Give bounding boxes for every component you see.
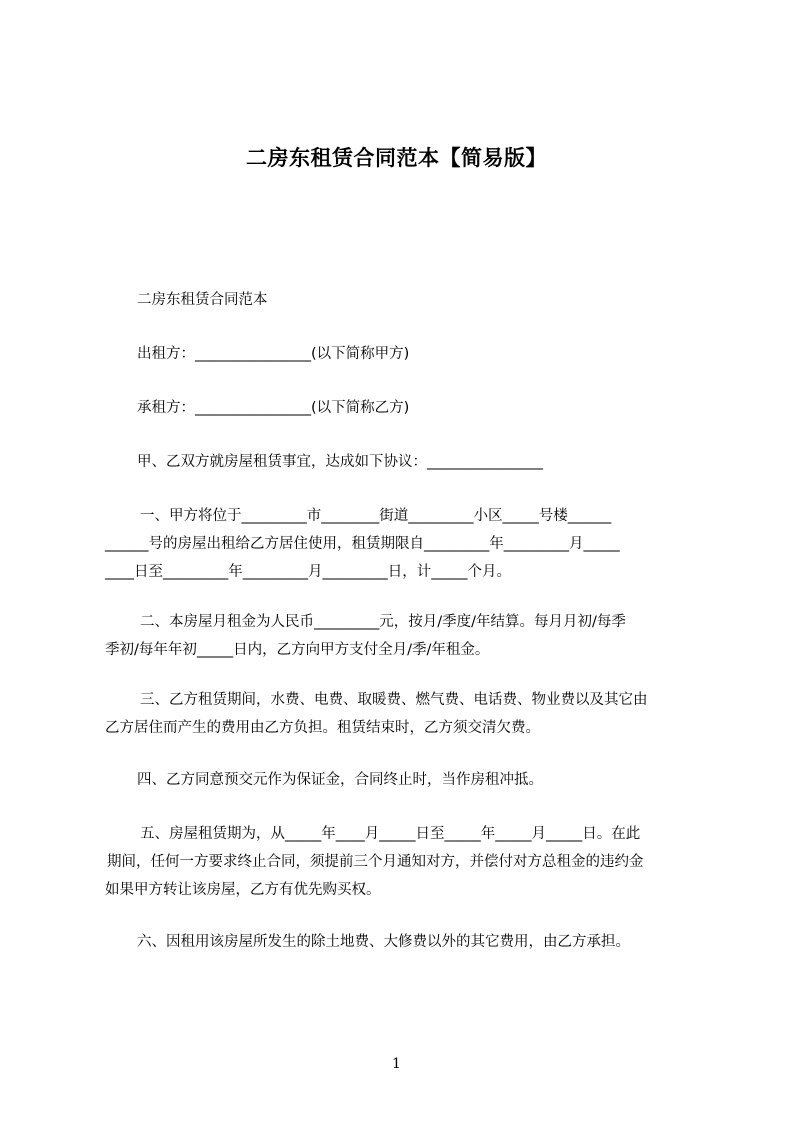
clause-1-line-1: 一、甲方将位于_________市________街道_________小区_____号楼______ [140,508,612,524]
contract-subtitle: 二房东租赁合同范本 [137,292,268,308]
page-number: 1 [392,1056,401,1072]
document-title: 二房东租赁合同范本【简易版】 [246,146,547,170]
clause-5-line-3: 如果甲方转让该房屋，乙方有优先购买权。 [105,882,381,898]
clause-2-line-2: 季初/每年年初_____日内，乙方向甲方支付全月/季/年租金。 [105,642,490,658]
lessee-line: 承租方：________________(以下简称乙方) [137,400,410,416]
clause-1-line-3: ____日至_________年_________月_________日，计_____个月。 [105,564,511,580]
clause-2-line-1: 二、本房屋月租金为人民币_________元，按月/季度/年结算。每月月初/每季 [140,614,626,630]
clause-5-line-1: 五、房屋租赁期为，从_____年____月_____日至_____年_____月_____日。在此 [140,826,641,842]
clause-3-line-1: 三、乙方租赁期间，水费、电费、取暖费、燃气费、电话费、物业费以及其它由 [140,692,648,708]
agreement-intro: 甲、乙双方就房屋租赁事宜，达成如下协议：________________ [137,454,543,470]
clause-3-line-2: 乙方居住而产生的费用由乙方负担。租赁结束时，乙方须交清欠费。 [105,720,540,736]
clause-5-line-2: 期间，任何一方要求终止合同，须提前三个月通知对方，并偿付对方总租金的违约金 [107,854,644,870]
clause-6-line-1: 六、因租用该房屋所发生的除土地费、大修费以外的其它费用，由乙方承担。 [137,934,630,950]
clause-1-line-2: ______号的房屋出租给乙方居住使用，租赁期限自_________年_________月_____ [105,536,620,552]
clause-4-line-1: 四、乙方同意预交元作为保证金，合同终止时，当作房租冲抵。 [137,772,543,788]
lessor-line: 出租方：________________(以下简称甲方) [137,346,410,362]
